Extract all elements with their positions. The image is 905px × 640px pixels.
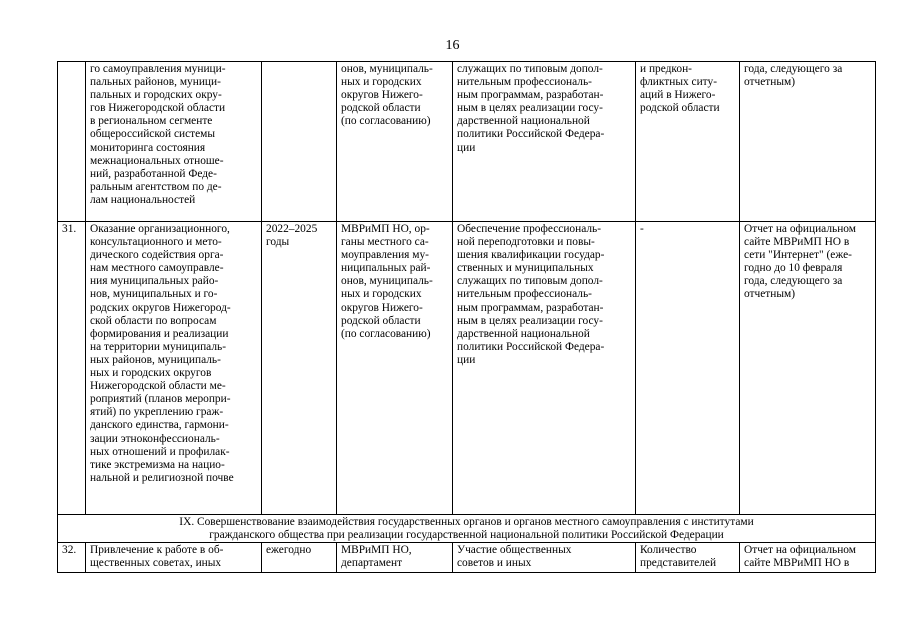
executors-cell: МВРиМП НО, департамент [337,543,453,573]
row-number: 32. [58,543,86,573]
indicator-cell: Количество представителей [636,543,740,573]
row-number [58,62,86,222]
executors-cell: онов, муниципаль- ных и городских округов Нижего- родской области (по согласованию) [337,62,453,222]
table-row [58,543,876,573]
executors-cell: МВРиМП НО, ор- ганы местного са- моуправления му- ниципальных рай- онов, муниципаль- ных и городских округов Нижего- родской области (по согласованию) [337,222,453,515]
report-cell: года, следующего за отчетным) [740,62,876,222]
table-row [58,62,876,222]
result-cell: Участие общественных советов и иных [453,543,636,573]
term-cell: 2022–2025 годы [262,222,337,515]
result-cell: Обеспечение профессиональ- ной переподготовки и повы- шения квалификации государ- ственных и муниципальных служащих по типовым допол- нительным профессиональ- ным программам, разработан- ным в целях реализации госу- дарственной национальной политики Российской Федера- ции [453,222,636,515]
measure-cell: го самоуправления муници- пальных районов, муници- пальных и городских окру- гов Нижегородской области в региональном сегменте общероссийской системы мониторинга состояния межнациональных отноше- ний, разработанной Феде- ральным агентством по де- лам национальностей [86,62,262,222]
measures-table [57,61,876,573]
measure-cell: Привлечение к работе в об- щественных советах, иных [86,543,262,573]
row-number: 31. [58,222,86,515]
indicator-cell: и предкон- фликтных ситу- аций в Нижего- родской области [636,62,740,222]
term-cell [262,62,337,222]
report-cell: Отчет на официальном сайте МВРиМП НО в [740,543,876,573]
section-row [58,515,876,543]
measure-cell: Оказание организационного, консультационного и мето- дического содействия орга- нам местного самоуправле- ния муниципальных райо- нов, муниципальных и го- родских округов Нижегород- ской области по вопросам формирования и реализации на территории муниципаль- ных районов, муниципаль- ных и городских округов Нижегородской области ме- роприятий (планов меропри- ятий) по укреплению граж- данского единства, гармони- зации этноконфессиональ- ных отношений и профилак- тике экстремизма на нацио- нальной и религиозной почве [86,222,262,515]
result-cell: служащих по типовым допол- нительным профессиональ- ным программам, разработан- ным в целях реализации госу- дарственной национальной политики Российской Федера- ции [453,62,636,222]
page-number: 16 [445,38,460,53]
table-row [58,222,876,515]
report-cell: Отчет на официальном сайте МВРиМП НО в сети "Интернет" (еже- годно до 10 февраля года, следующего за отчетным) [740,222,876,515]
section-title: IX. Совершенствование взаимодействия государственных органов и органов местного самоуправления с институтами гражданского общества при реализации государственной национальной политики Российской Федерации [58,515,876,543]
term-cell: ежегодно [262,543,337,573]
indicator-cell: - [636,222,740,515]
